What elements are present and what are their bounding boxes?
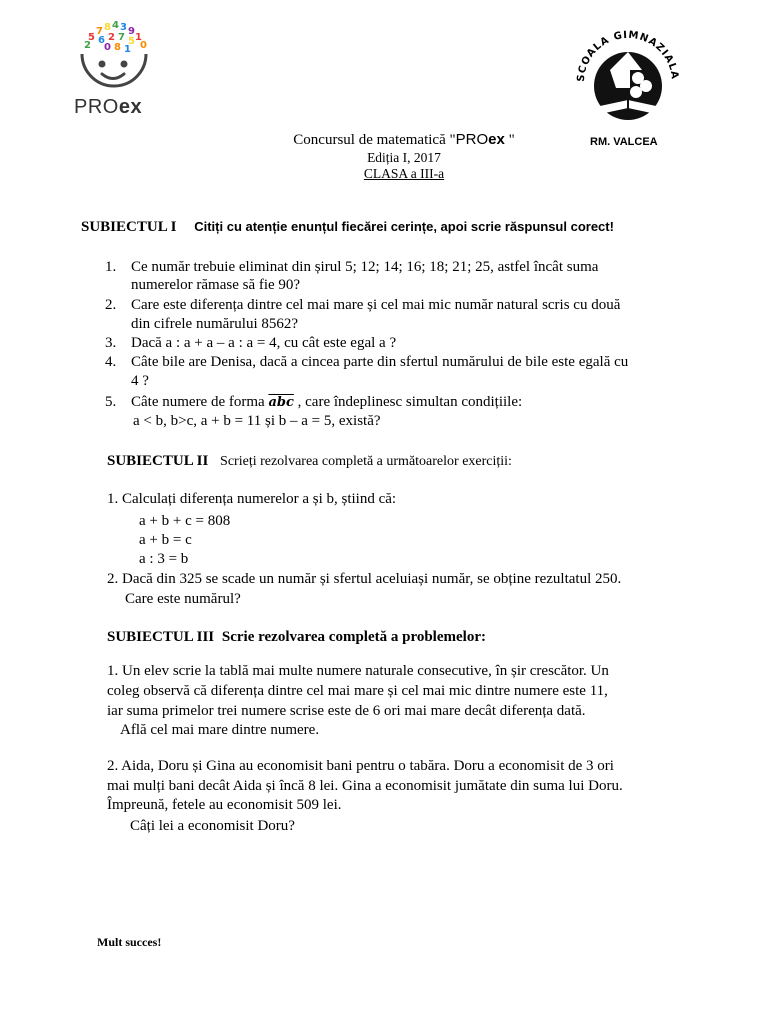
s1-item-3-number: 3. <box>105 335 117 351</box>
s2-exercise-2-line2: Care este numărul? <box>125 591 241 607</box>
svg-text:6: 6 <box>98 35 105 46</box>
svg-text:3: 3 <box>120 22 127 33</box>
svg-text:2: 2 <box>108 32 115 43</box>
s1-item-3-line1: Dacă a : a + a – a : a = 4, cu cât este egal a ? <box>131 335 397 351</box>
section-3-heading: SUBIECTUL III Scrie rezolvarea completă a problemelor: <box>107 629 486 645</box>
s1-item-2-line2: din cifrele numărului 8562? <box>131 316 299 332</box>
s3-problem-1-line2: coleg observă că diferența dintre cel mai mare și cel mai mic dintre numere este 11, <box>107 683 608 699</box>
svg-text:0: 0 <box>140 40 147 51</box>
s2-equation-2: a + b = c <box>139 532 192 548</box>
s1-item-2-line1: Care este diferența dintre cel mai mare și cel mai mic număr natural scris cu două <box>131 297 621 313</box>
s1-item-1-line2: numerelor rămase să fie 90? <box>131 277 301 293</box>
svg-text:9: 9 <box>128 26 135 37</box>
svg-text:1: 1 <box>124 44 131 55</box>
svg-text:7: 7 <box>96 26 103 37</box>
s3-problem-2-line1: 2. Aida, Doru și Gina au economisit bani pentru o tabăra. Doru a economisit de 3 ori <box>107 758 614 774</box>
svg-text:1: 1 <box>135 32 142 43</box>
clover-book-emblem-icon <box>570 18 685 136</box>
s2-exercise-2-line1: 2. Dacă din 325 se scade un număr și sfertul aceluiași număr, se obține rezultatul 250. <box>107 571 622 587</box>
s1-item-4-number: 4. <box>105 354 117 370</box>
s3-problem-2-line3: Împreună, fetele au economisit 509 lei. <box>107 797 342 813</box>
section-1-heading: SUBIECTUL I Citiți cu atenție enunțul fiecărei cerințe, apoi scrie răspunsul corect! <box>81 219 614 235</box>
section-2-heading: SUBIECTUL II Scrieți rezolvarea completă a următoarelor exerciții: <box>107 453 512 469</box>
s1-item-1-number: 1. <box>105 259 117 275</box>
closing-message: Mult succes! <box>97 935 162 949</box>
s1-item-1-line1: Ce număr trebuie eliminat din șirul 5; 12; 14; 16; 18; 21; 25, astfel încât suma <box>131 259 599 275</box>
s3-problem-2-line2: mai mulți bani decât Aida și încă 8 lei. Gina a economisit jumătate din suma lui Doru. <box>107 778 623 794</box>
svg-text:5: 5 <box>88 32 95 43</box>
s3-problem-1-line1: 1. Un elev scrie la tablă mai multe numere naturale consecutive, în șir crescător. Un <box>107 663 609 679</box>
s2-equation-3: a : 3 = b <box>139 551 189 567</box>
s1-item-5-line2: a < b, b>c, a + b = 11 și b – a = 5, există? <box>133 413 381 429</box>
smiley-face-numbers-icon <box>68 18 160 96</box>
s3-problem-1-line4: Află cel mai mare dintre numere. <box>120 722 320 738</box>
svg-text:7: 7 <box>118 32 125 43</box>
svg-text:0: 0 <box>104 42 111 53</box>
edition: Ediția I, 2017 <box>367 150 441 165</box>
emblem-arc-text: SCOALA GIMNAZIALA <box>575 29 681 83</box>
svg-text:4: 4 <box>112 20 119 31</box>
s2-exercise-1: 1. Calculați diferența numerelor a și b, știind că: <box>107 491 397 507</box>
proex-logo <box>68 18 160 128</box>
s1-item-5-number: 5. <box>105 394 117 410</box>
contest-title: Concursul de matematică "PROex " <box>293 131 515 148</box>
s1-item-4-line2: 4 ? <box>131 373 149 389</box>
s2-equation-1: a + b + c = 808 <box>139 513 231 529</box>
s1-item-5-line1: Câte numere de forma $\overline{abc}$ , care îndeplinesc simultan condițiile: <box>131 394 523 410</box>
proex-brand-text: PROex <box>74 96 143 118</box>
s3-problem-1-line3: iar suma primelor trei numere scrise este de 6 ori mai mare decât diferența dată. <box>107 703 586 719</box>
s1-item-4-line1: Câte bile are Denisa, dacă a cincea parte din sfertul numărului de bile este egală cu <box>131 354 629 370</box>
svg-text:8: 8 <box>104 22 111 33</box>
class-level: CLASA a III-a <box>363 166 445 181</box>
s1-item-2-number: 2. <box>105 297 117 313</box>
svg-text:8: 8 <box>114 42 121 53</box>
abc-overline-number: $\overline{abc}$ <box>268 395 294 410</box>
s3-problem-2-line4: Câți lei a economisit Doru? <box>130 818 295 834</box>
svg-text:5: 5 <box>128 36 135 47</box>
svg-text:2: 2 <box>84 40 91 51</box>
emblem-city: RM. VALCEA <box>590 136 658 148</box>
